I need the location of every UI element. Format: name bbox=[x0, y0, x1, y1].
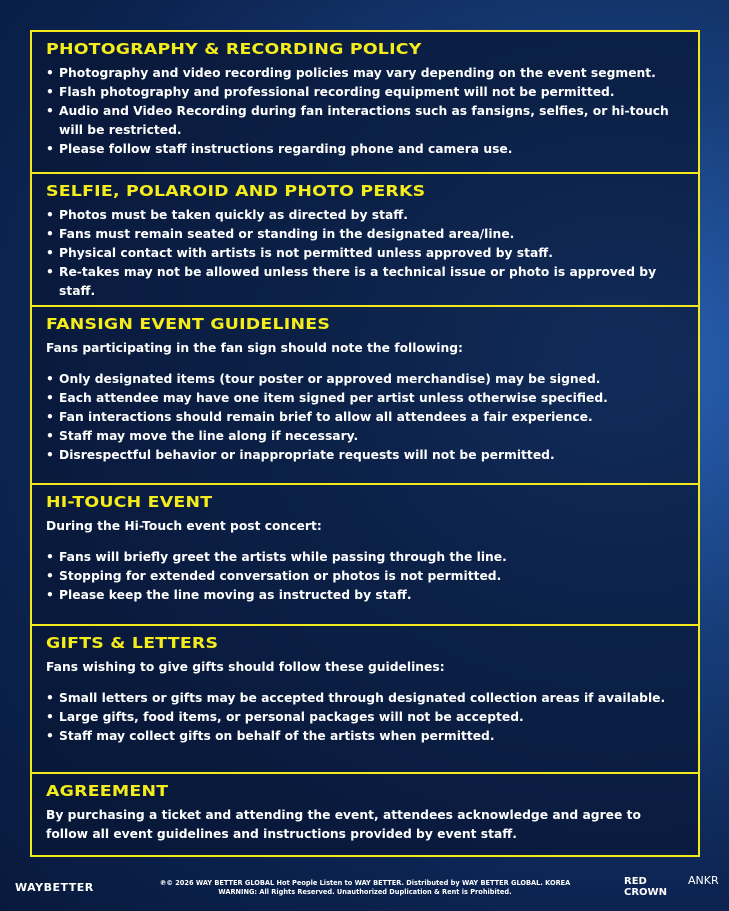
section-title: FANSIGN EVENT GUIDELINES bbox=[46, 315, 331, 333]
section-title: GIFTS & LETTERS bbox=[46, 634, 219, 652]
list-item: • Photos must be taken quickly as directed by staff. bbox=[46, 206, 684, 225]
list-item: • Fan interactions should remain brief to allow all attendees a fair experience. bbox=[46, 408, 684, 427]
list-item: • Disrespectful behavior or inappropriate requests will not be permitted. bbox=[46, 446, 684, 465]
copyright-line: ℗© 2026 WAY BETTER GLOBAL Hot People Listen to WAY BETTER. Distributed by WAY BETTER GLOBAL. KOREA bbox=[159, 879, 571, 887]
rule-list bbox=[46, 370, 684, 465]
list-item: • Flash photography and professional recording equipment will not be permitted. bbox=[46, 83, 684, 102]
list-item: • Audio and Video Recording during fan interactions such as fansigns, selfies, or hi-touch will be restricted. bbox=[46, 102, 684, 140]
list-item: • Staff may move the line along if necessary. bbox=[46, 427, 684, 446]
section-intro: By purchasing a ticket and attending the event, attendees acknowledge and agree to follow all event guidelines and instructions provided by event staff. bbox=[46, 808, 641, 841]
list-item: • Fans must remain seated or standing in the designated area/line. bbox=[46, 225, 684, 244]
rule-list bbox=[46, 206, 684, 301]
ankr-logo: ANKR bbox=[688, 874, 719, 887]
list-item: • Large gifts, food items, or personal packages will not be accepted. bbox=[46, 708, 684, 727]
footer bbox=[0, 872, 729, 906]
list-item: • Re-takes may not be allowed unless there is a technical issue or photo is approved by staff. bbox=[46, 263, 684, 301]
list-item: • Staff may collect gifts on behalf of the artists when permitted. bbox=[46, 727, 684, 746]
section-title: PHOTOGRAPHY & RECORDING POLICY bbox=[46, 40, 422, 58]
list-item: • Please follow staff instructions regarding phone and camera use. bbox=[46, 140, 684, 159]
section-photography-recording-policy bbox=[32, 32, 698, 174]
section-title: AGREEMENT bbox=[46, 782, 169, 800]
section-gifts-letters bbox=[32, 626, 698, 774]
logo-crown: CROWN bbox=[624, 887, 667, 898]
list-item: • Please keep the line moving as instructed by staff. bbox=[46, 586, 684, 605]
rule-list bbox=[46, 64, 684, 159]
waybetter-logo: WAYBETTER bbox=[15, 881, 94, 894]
section-intro: Fans participating in the fan sign should note the following: bbox=[46, 341, 463, 355]
section-intro: During the Hi-Touch event post concert: bbox=[46, 519, 322, 533]
list-item: • Stopping for extended conversation or photos is not permitted. bbox=[46, 567, 684, 586]
warning-line: WARNING: All Rights Reserved. Unauthorized Duplication & Rent is Prohibited. bbox=[218, 888, 512, 896]
rule-list bbox=[46, 689, 684, 746]
section-fansign-event-guidelines bbox=[32, 307, 698, 485]
guidelines-panel bbox=[30, 30, 700, 857]
section-selfie-polaroid-and-photo-perks bbox=[32, 174, 698, 307]
rule-list bbox=[46, 548, 684, 605]
list-item: • Only designated items (tour poster or approved merchandise) may be signed. bbox=[46, 370, 684, 389]
list-item: • Each attendee may have one item signed per artist unless otherwise specified. bbox=[46, 389, 684, 408]
list-item: • Physical contact with artists is not permitted unless approved by staff. bbox=[46, 244, 684, 263]
red-crown-logo bbox=[624, 876, 667, 898]
section-title: SELFIE, POLAROID AND PHOTO PERKS bbox=[46, 182, 426, 200]
section-intro: Fans wishing to give gifts should follow these guidelines: bbox=[46, 660, 445, 674]
list-item: • Fans will briefly greet the artists while passing through the line. bbox=[46, 548, 684, 567]
section-hi-touch-event bbox=[32, 485, 698, 626]
list-item: • Photography and video recording policies may vary depending on the event segment. bbox=[46, 64, 684, 83]
section-agreement bbox=[32, 774, 698, 858]
logo-red: RED bbox=[624, 876, 647, 887]
list-item: • Small letters or gifts may be accepted through designated collection areas if available. bbox=[46, 689, 684, 708]
section-title: HI-TOUCH EVENT bbox=[46, 493, 213, 511]
copyright-text bbox=[120, 879, 610, 897]
